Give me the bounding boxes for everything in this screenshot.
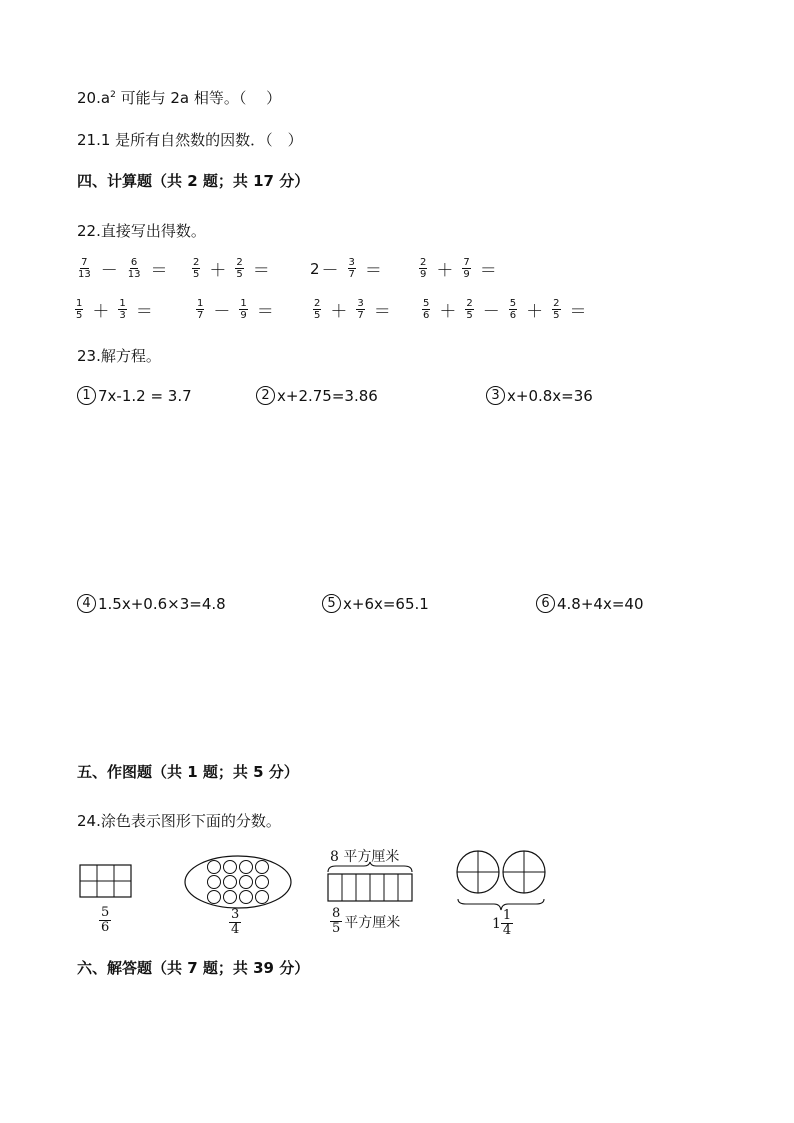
whole-number: 2 <box>310 259 320 278</box>
equals-sign: ＝ <box>479 261 497 281</box>
fraction: $\frac{6}{13}$ <box>127 257 141 280</box>
fraction: $\frac{2}{9}$ <box>420 257 427 280</box>
equals-sign: ＝ <box>373 302 391 322</box>
fraction: $\frac{7}{9}$ <box>463 257 470 280</box>
section-5-heading: 五、作图题（共 1 题；共 5 分） <box>77 763 299 781</box>
circled-number-6: 6 <box>536 594 555 613</box>
calc-r1-1 <box>74 256 173 281</box>
section-4-heading: 四、计算题（共 2 题；共 17 分） <box>77 172 310 190</box>
figure-1-fraction: 5 6 <box>101 905 110 935</box>
whole-number: 1 <box>492 915 501 932</box>
equation-text: x+6x=65.1 <box>343 594 429 613</box>
fraction: $\frac{2}{5}$ <box>193 257 200 280</box>
figure-3-fraction: 8 5 <box>332 906 341 936</box>
circled-number-5: 5 <box>322 594 341 613</box>
operator: ＋ <box>526 302 544 322</box>
operator: ＋ <box>439 302 457 322</box>
equation-text: 1.5x+0.6×3=4.8 <box>98 594 226 613</box>
equation-6 <box>536 594 644 613</box>
grid-rectangle-figure <box>79 864 133 899</box>
question-22: 22.直接写出得数。 <box>77 222 206 240</box>
equation-text: x+2.75=3.86 <box>277 386 378 405</box>
fraction: 1 4 <box>502 908 512 938</box>
equation-1 <box>77 386 192 405</box>
fraction: $\frac{1}{5}$ <box>76 298 83 321</box>
calc-r1-2 <box>189 256 276 281</box>
equation-text: 4.8+4x=40 <box>557 594 644 613</box>
question-21: 21.1 是所有自然数的因数．（ ） <box>77 131 303 149</box>
calc-r2-4 <box>419 297 593 322</box>
operator: ＋ <box>330 302 348 322</box>
calc-r2-3 <box>310 297 397 322</box>
calc-r2-2 <box>193 297 280 322</box>
fraction: $\frac{1}{3}$ <box>119 298 126 321</box>
equation-4 <box>77 594 226 613</box>
q20-exponent: 2 <box>110 90 116 100</box>
fraction: $\frac{2}{5}$ <box>553 298 560 321</box>
q20-number: 20. <box>77 89 101 107</box>
calc-r1-4 <box>416 256 503 281</box>
section-6-heading: 六、解答题（共 7 题；共 39 分） <box>77 959 310 977</box>
fraction: $\frac{3}{7}$ <box>348 257 355 280</box>
equation-2 <box>256 386 378 405</box>
equals-sign: ＝ <box>569 302 587 322</box>
fraction: $\frac{2}{5}$ <box>314 298 321 321</box>
figure-3-unit: 平方厘米 <box>344 914 401 931</box>
fraction: $\frac{2}{5}$ <box>236 257 243 280</box>
figure-3-top-label: 8 平方厘米 <box>330 849 400 865</box>
fraction: $\frac{3}{7}$ <box>357 298 364 321</box>
two-circles-figure <box>454 849 550 913</box>
equals-sign: ＝ <box>135 302 153 322</box>
question-23: 23.解方程。 <box>77 347 161 365</box>
operator: ＋ <box>436 261 454 281</box>
operator: － <box>213 302 231 322</box>
equation-text: x+0.8x=36 <box>507 386 593 405</box>
equals-sign: ＝ <box>256 302 274 322</box>
circled-number-4: 4 <box>77 594 96 613</box>
equals-sign: ＝ <box>150 261 168 281</box>
q20-base: a <box>100 89 111 107</box>
operator: ＋ <box>92 302 110 322</box>
calc-r2-1 <box>72 297 159 322</box>
equation-3 <box>486 386 593 405</box>
equals-sign: ＝ <box>364 261 382 281</box>
circled-number-2: 2 <box>256 386 275 405</box>
question-24: 24.涂色表示图形下面的分数。 <box>77 812 281 830</box>
fraction: $\frac{5}{6}$ <box>423 298 430 321</box>
fraction: $\frac{1}{9}$ <box>240 298 247 321</box>
equation-text: 7x-1.2 = 3.7 <box>98 386 192 405</box>
figure-4-fraction <box>492 909 513 938</box>
fraction: $\frac{7}{13}$ <box>78 257 91 280</box>
equals-sign: ＝ <box>252 261 270 281</box>
circled-number-3: 3 <box>486 386 505 405</box>
fraction: $\frac{5}{6}$ <box>509 298 517 321</box>
fraction: $\frac{1}{7}$ <box>197 298 204 321</box>
question-20 <box>77 87 281 108</box>
operator: ＋ <box>209 261 227 281</box>
circled-number-1: 1 <box>77 386 96 405</box>
operator: － <box>482 302 500 322</box>
figure-3-label <box>330 907 400 936</box>
fraction: $\frac{2}{5}$ <box>466 298 473 321</box>
calc-r1-3 <box>310 256 388 281</box>
equation-5 <box>322 594 429 613</box>
operator: － <box>100 261 118 281</box>
q20-text: 可能与 2a 相等。（ ） <box>115 89 282 107</box>
operator: － <box>321 261 339 281</box>
figure-2-fraction: 3 4 <box>231 907 240 937</box>
strip-brace-figure <box>326 861 414 903</box>
ellipse-circles-figure <box>183 854 293 910</box>
